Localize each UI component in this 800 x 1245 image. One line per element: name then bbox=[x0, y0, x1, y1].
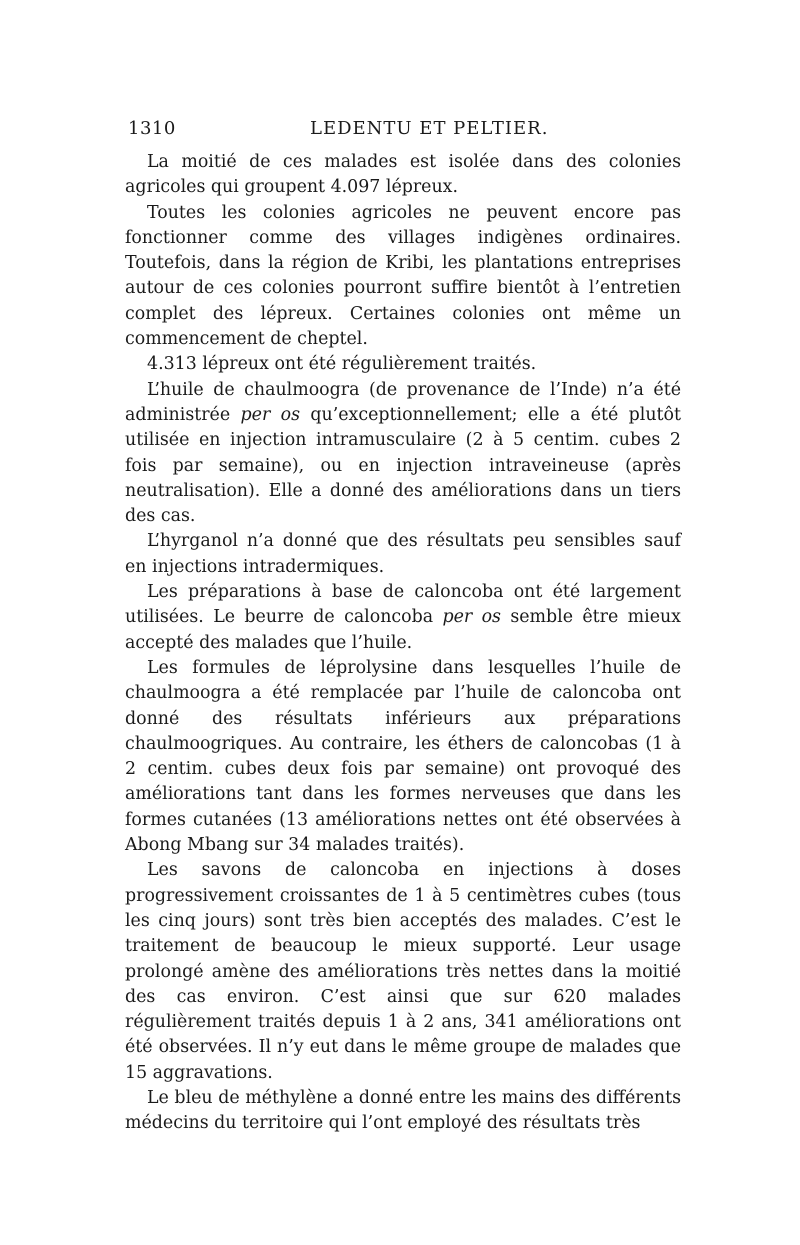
paragraph-text: L’huile de chaulmoogra (de provenance de l’Inde) n’a été administrée bbox=[125, 379, 681, 425]
italic-phrase: per os bbox=[442, 607, 501, 628]
body-text bbox=[125, 150, 681, 1137]
paragraph-text: semble être mieux accepté des malades que l’huile. bbox=[125, 607, 681, 653]
paragraph: Les savons de caloncoba en injections à doses progressivement croissantes de 1 à 5 centimètres cubes (tous les cinq jours) sont très bien acceptés des malades. C’est le traitement de beaucoup le mieux supporté. Leur usage prolongé amène des améliorations très nettes dans la moitié des cas environ. C’est ainsi que sur 620 malades régulièrement traités depuis 1 à 2 ans, 341 améliorations ont été observées. Il n’y eut dans le même groupe de malades que 15 aggravations. bbox=[125, 860, 681, 1083]
paragraph: Le bleu de méthylène a donné entre les mains des différents médecins du territoire qui l’ont employé des résultats très bbox=[125, 1087, 681, 1134]
running-head: LEDENTU ET PELTIER. bbox=[310, 118, 549, 139]
page-number: 1310 bbox=[128, 118, 176, 139]
paragraph bbox=[125, 580, 681, 656]
paragraph-text: Les préparations à base de caloncoba ont été largement utilisées. Le beurre de caloncoba bbox=[125, 582, 681, 628]
paragraph: La moitié de ces malades est isolée dans des colonies agricoles qui groupent 4.097 lépreux. bbox=[125, 152, 681, 198]
paragraph: Toutes les colonies agricoles ne peuvent encore pas fonctionner comme des villages indigènes ordinaires. Toutefois, dans la région de Kribi, les plantations entreprises autour de ces colonies pourront suffire bientôt à l’entretien complet des lépreux. Certaines colonies ont même un commencement de cheptel. bbox=[125, 202, 681, 350]
paragraph: Les formules de léprolysine dans lesquelles l’huile de chaulmoogra a été remplacée par l’huile de caloncoba ont donné des résultats inférieurs aux préparations chaulmoogriques. Au contraire, les éthers de caloncobas (1 à 2 centim. cubes deux fois par semaine) ont provoqué des améliorations tant dans les formes nerveuses que dans les formes cutanées (13 améliorations nettes ont été observées à Abong Mbang sur 34 malades traités). bbox=[125, 657, 681, 856]
italic-phrase: per os bbox=[240, 404, 301, 425]
paragraph: 4.313 lépreux ont été régulièrement traités. bbox=[147, 354, 537, 375]
paragraph bbox=[125, 378, 681, 530]
paragraph-text: qu’exceptionnellement; elle a été plutôt utilisée en injection intramusculaire (2 à 5 centim. cubes 2 fois par semaine), ou en injection intraveineuse (après neutralisation). Elle a donné des améliorations dans un tiers des cas. bbox=[125, 404, 681, 527]
page-header bbox=[128, 118, 678, 142]
paragraph: L’hyrganol n’a donné que des résultats peu sensibles sauf en injections intradermiques. bbox=[125, 531, 681, 577]
